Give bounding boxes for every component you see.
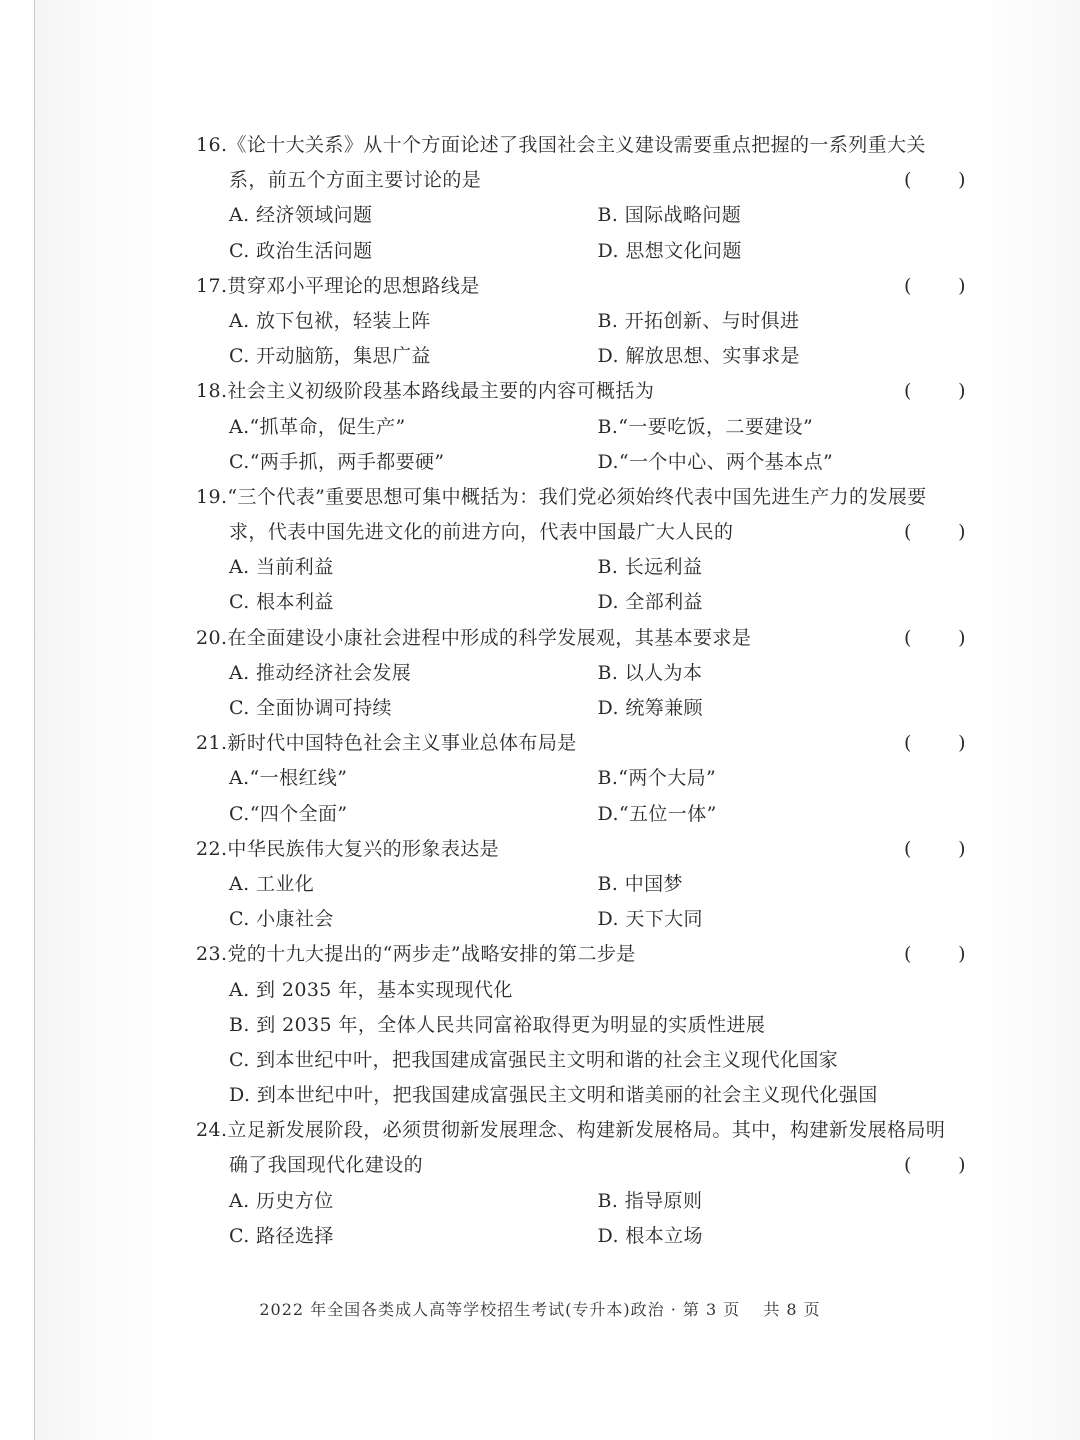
question-23 [196, 937, 966, 1113]
option-d: D. 天下大同 [597, 908, 703, 931]
question-number: 17. [196, 274, 228, 297]
option-b: B.“两个大局” [597, 767, 717, 790]
option-d: D. 根本立场 [597, 1224, 703, 1247]
question-18 [196, 374, 966, 480]
option-b: B. 长远利益 [597, 556, 703, 579]
option-d: D. 解放思想、实事求是 [597, 345, 800, 368]
answer-blank: ( ) [904, 732, 966, 755]
option-b: B. 到 2035 年，全体人民共同富裕取得更为明显的实质性进展 [229, 1013, 766, 1036]
page-footer: 2022 年全国各类成人高等学校招生考试(专升本)政治 · 第 3 页 共 8 页 [259, 1300, 821, 1319]
question-number: 24. [196, 1119, 228, 1142]
option-d: D. 到本世纪中叶，把我国建成富强民主文明和谐美丽的社会主义现代化强国 [229, 1084, 878, 1107]
question-stem: 立足新发展阶段，必须贯彻新发展理念、构建新发展格局。其中，构建新发展格局明 [227, 1119, 946, 1142]
question-20 [196, 621, 966, 727]
option-b: B. 开拓创新、与时俱进 [597, 309, 800, 332]
option-a: A.“一根红线” [229, 767, 348, 790]
option-c: C. 根本利益 [229, 591, 334, 614]
option-d: D.“一个中心、两个基本点” [597, 450, 834, 473]
answer-options [196, 410, 966, 480]
answer-options [196, 973, 966, 1114]
option-c: C.“两手抓，两手都要硬” [229, 450, 445, 473]
option-c: C. 政治生活问题 [229, 239, 373, 262]
option-d: D.“五位一体” [597, 802, 717, 825]
option-c: C.“四个全面” [229, 802, 348, 825]
question-19 [196, 480, 966, 621]
option-b: B. 国际战略问题 [597, 204, 742, 227]
option-c: C. 路径选择 [229, 1224, 334, 1247]
question-number: 20. [196, 626, 228, 649]
answer-blank: ( ) [904, 274, 966, 297]
question-number: 21. [196, 732, 228, 755]
option-c: C. 开动脑筋，集思广益 [229, 345, 431, 368]
question-stem: “三个代表”重要思想可集中概括为：我们党必须始终代表中国先进生产力的发展要 [227, 485, 927, 508]
option-a: A. 放下包袱，轻装上阵 [229, 309, 431, 332]
answer-options [196, 761, 966, 831]
option-c: C. 到本世纪中叶，把我国建成富强民主文明和谐的社会主义现代化国家 [229, 1048, 839, 1071]
question-stem-continued: 系，前五个方面主要讨论的是 [229, 169, 482, 192]
question-21 [196, 726, 966, 832]
question-stem: 《论十大关系》从十个方面论述了我国社会主义建设需要重点把握的一系列重大关 [227, 134, 926, 156]
question-number: 19. [196, 485, 228, 508]
option-a: A. 当前利益 [229, 556, 334, 579]
option-a: A. 经济领域问题 [229, 204, 373, 227]
answer-blank: ( ) [904, 380, 966, 403]
option-d: D. 统筹兼顾 [597, 697, 703, 719]
option-d: D. 全部利益 [597, 591, 703, 614]
option-a: A.“抓革命，促生产” [229, 415, 406, 438]
answer-blank: ( ) [904, 169, 966, 192]
question-22 [196, 832, 966, 938]
option-a: A. 工业化 [229, 872, 315, 895]
option-c: C. 全面协调可持续 [229, 697, 392, 719]
question-stem-continued: 确了我国现代化建设的 [229, 1154, 424, 1177]
question-number: 18. [196, 380, 228, 403]
question-number: 16. [196, 134, 228, 156]
option-b: B. 以人为本 [597, 661, 703, 684]
question-stem-continued: 求，代表中国先进文化的前进方向，代表中国最广大人民的 [229, 521, 734, 544]
answer-options [196, 198, 966, 268]
answer-options [196, 867, 966, 937]
answer-options [196, 550, 966, 620]
answer-blank: ( ) [904, 626, 966, 649]
question-stem: 中华民族伟大复兴的形象表达是 [227, 837, 500, 860]
question-24 [196, 1113, 966, 1254]
answer-options [196, 1184, 966, 1254]
option-a: A. 历史方位 [229, 1189, 334, 1212]
option-c: C. 小康社会 [229, 908, 334, 931]
question-stem: 在全面建设小康社会进程中形成的科学发展观，其基本要求是 [227, 626, 752, 649]
question-stem: 党的十九大提出的“两步走”战略安排的第二步是 [227, 943, 636, 966]
question-stem: 贯穿邓小平理论的思想路线是 [227, 274, 480, 297]
option-d: D. 思想文化问题 [597, 239, 742, 262]
answer-options [196, 304, 966, 374]
question-number: 23. [196, 943, 228, 966]
answer-options [196, 656, 966, 726]
exam-page-content [196, 128, 966, 1254]
answer-blank: ( ) [904, 837, 966, 860]
question-17 [196, 269, 966, 375]
question-number: 22. [196, 837, 228, 860]
question-stem: 新时代中国特色社会主义事业总体布局是 [227, 732, 577, 755]
option-a: A. 到 2035 年，基本实现现代化 [229, 978, 513, 1001]
option-a: A. 推动经济社会发展 [229, 661, 412, 684]
option-b: B. 中国梦 [597, 872, 683, 895]
question-stem: 社会主义初级阶段基本路线最主要的内容可概括为 [227, 380, 655, 403]
answer-blank: ( ) [904, 1154, 966, 1177]
question-16 [196, 128, 966, 269]
option-b: B. 指导原则 [597, 1189, 703, 1212]
answer-blank: ( ) [904, 943, 966, 966]
answer-blank: ( ) [904, 521, 966, 544]
option-b: B.“一要吃饭，二要建设” [597, 415, 814, 438]
